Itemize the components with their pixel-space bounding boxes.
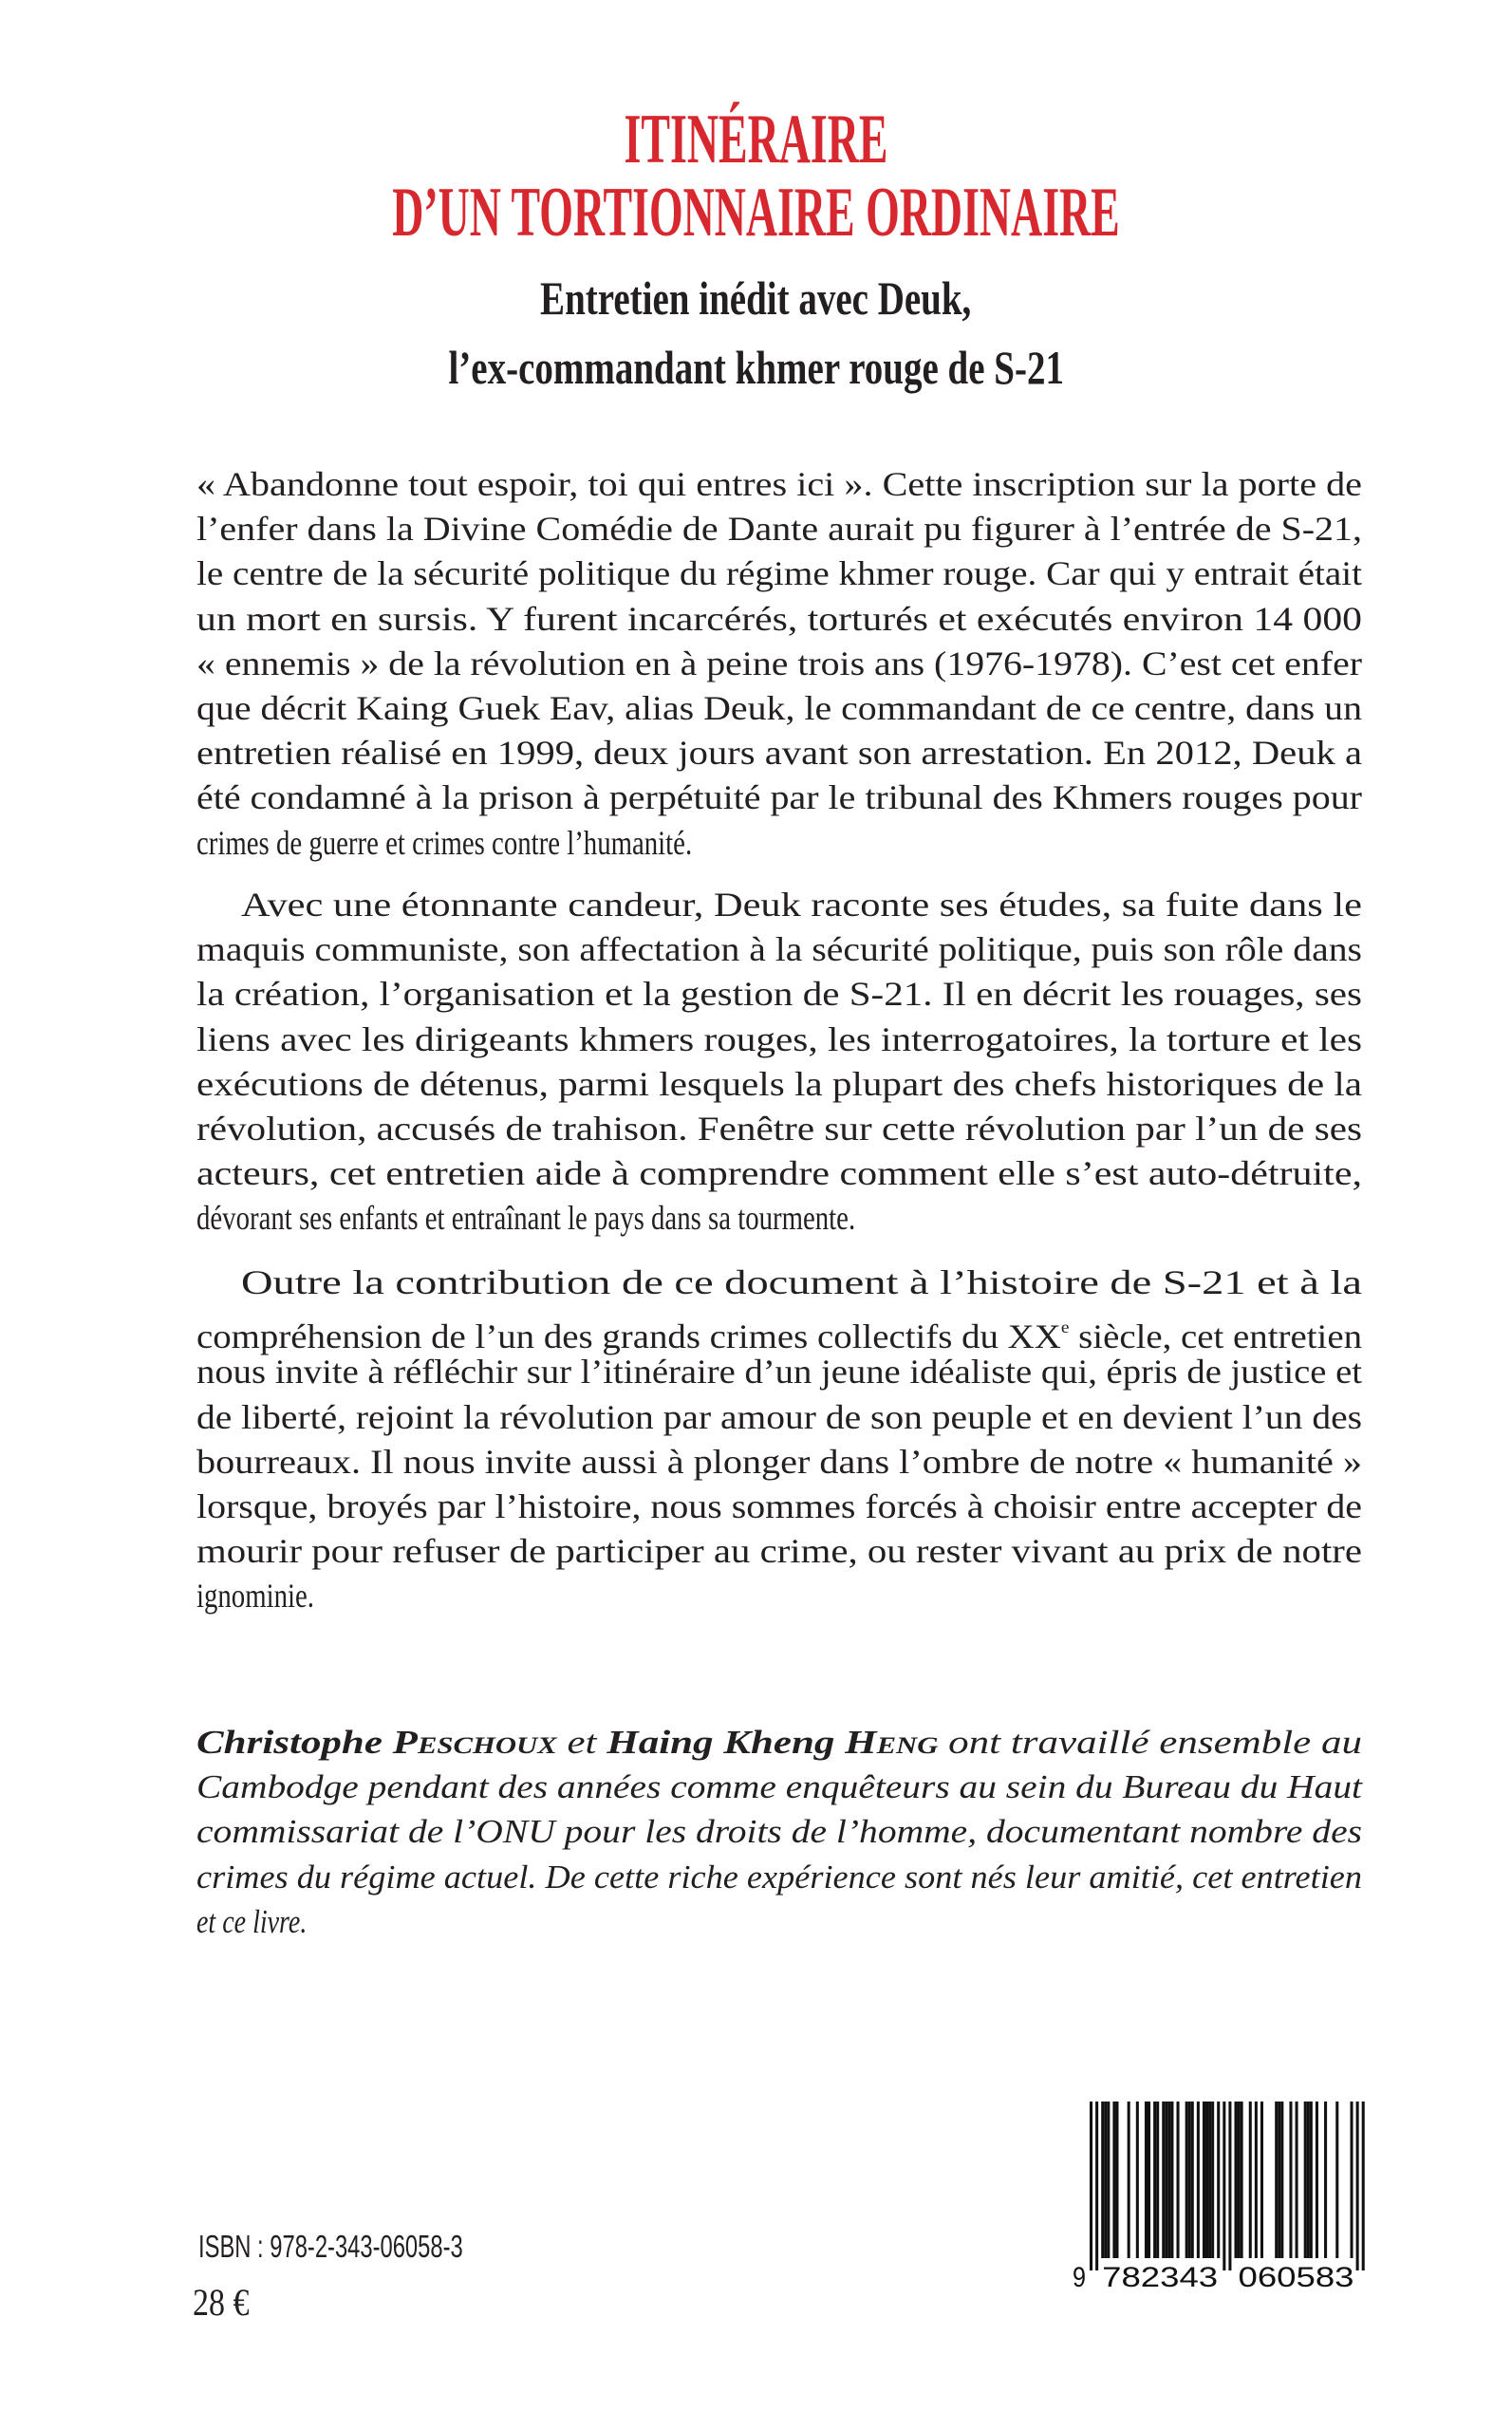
bio-line-text: et ce livre. xyxy=(196,1902,308,1940)
price-label: 28 € xyxy=(193,2281,250,2324)
century-superscript: e xyxy=(1060,1317,1070,1337)
blurb-line xyxy=(196,1529,1362,1574)
barcode-digit-first: 9 xyxy=(1073,2262,1086,2291)
barcode-bar xyxy=(1156,2102,1159,2258)
bio-line xyxy=(196,1809,1362,1854)
barcode-bar xyxy=(1136,2102,1139,2258)
blurb-line xyxy=(196,927,1362,972)
book-title-line-2 xyxy=(0,173,1512,253)
author-2-last-name: Heng xyxy=(845,1724,939,1761)
blurb-line xyxy=(196,1261,1362,1305)
barcode-bar xyxy=(1217,2102,1220,2258)
blurb-line-text: dévorant ses enfants et entraînant le pays dans sa tourmente. xyxy=(196,1199,856,1238)
blurb-line xyxy=(196,972,1362,1017)
blurb-line-text: un mort en sursis. Y furent incarcérés, torturés et exécutés environ 14 000 xyxy=(196,599,1362,638)
barcode-digits-right: 060583 xyxy=(1238,2262,1354,2291)
barcode-bar xyxy=(1249,2102,1252,2258)
barcode-bar xyxy=(1296,2102,1298,2258)
barcode-bar xyxy=(1316,2102,1318,2258)
barcode-bar xyxy=(1280,2102,1283,2258)
blurb-line-text: bourreaux. Il nous invite aussi à plonger dans l’ombre de notre « humanité » xyxy=(196,1442,1362,1481)
blurb-line-text: « ennemis » de la révolution en à peine trois ans (1976-1978). C’est cet enfer xyxy=(196,644,1362,682)
barcode-bar xyxy=(1104,2102,1107,2258)
barcode-bar xyxy=(1165,2102,1167,2258)
blurb-line-text: que décrit Kaing Guek Eav, alias Deuk, le commandant de ce centre, dans un xyxy=(196,688,1363,727)
blurb-line xyxy=(196,883,1362,927)
barcode-bar xyxy=(1235,2102,1238,2258)
barcode-bar xyxy=(1205,2102,1208,2258)
barcode-bar xyxy=(1304,2102,1307,2258)
century-line-rest: siècle, cet entretien xyxy=(1069,1317,1362,1356)
barcode-bar xyxy=(1112,2102,1115,2258)
barcode-bar xyxy=(1148,2102,1150,2258)
author-1-first-name: Christophe xyxy=(196,1724,393,1761)
blurb-line xyxy=(196,1485,1362,1529)
barcode-bar xyxy=(1241,2102,1243,2258)
subtitle-line-1 xyxy=(0,271,1512,326)
blurb-line-text: été condamné à la prison à perpétuité par le tribunal des Khmers rouges pour xyxy=(196,778,1362,817)
barcode-bar xyxy=(1170,2102,1173,2258)
barcode-digits-left: 782343 xyxy=(1102,2262,1219,2291)
blurb-line xyxy=(196,507,1362,551)
blurb-line-text: de liberté, rejoint la révolution par amour de son peuple et en devient l’un des xyxy=(196,1397,1362,1436)
author-bio xyxy=(196,1720,1362,1944)
bio-line-text: crimes du régime actuel. De cette riche expérience sont nés leur amitié, cet entretien xyxy=(196,1858,1362,1896)
barcode-bar xyxy=(1208,2102,1211,2258)
blurb-line xyxy=(196,597,1362,642)
barcode-bar xyxy=(1335,2102,1338,2258)
blurb-line-text: entretien réalisé en 1999, deux jours avant son arrestation. En 2012, Deuk a xyxy=(196,734,1362,773)
blurb-paragraph-3 xyxy=(196,1261,1362,1619)
title-text-2: D’UN TORTIONNAIRE ORDINAIRE xyxy=(392,174,1120,252)
barcode-bar xyxy=(1191,2102,1194,2258)
blurb-line-text: exécutions de détenus, parmi lesquels la plupart des chefs historiques de la xyxy=(196,1064,1362,1103)
bio-line-text: commissariat de l’ONU pour les droits de l’homme, documentant nombre des xyxy=(196,1813,1362,1851)
barcode-bar xyxy=(1223,2102,1225,2270)
barcode-bar xyxy=(1203,2102,1205,2258)
barcode-bar xyxy=(1188,2102,1191,2258)
blurb-line-text: ignominie. xyxy=(196,1577,314,1616)
bio-connector: et xyxy=(556,1724,607,1761)
barcode-bar xyxy=(1255,2102,1258,2258)
barcode-bar xyxy=(1310,2102,1313,2258)
blurb-line xyxy=(196,1018,1362,1062)
barcode-bar xyxy=(1260,2102,1263,2258)
author-1-last-name: Peschoux xyxy=(392,1724,557,1761)
subtitle-text-1: Entretien inédit avec Deuk, xyxy=(540,271,972,325)
blurb-line xyxy=(196,551,1362,596)
barcode-bar xyxy=(1307,2102,1310,2258)
book-title-line-1 xyxy=(0,100,1512,180)
blurb-line-text: acteurs, cet entretien aide à comprendre comment elle s’est auto-détruite, xyxy=(196,1154,1362,1193)
barcode-bar xyxy=(1095,2102,1098,2270)
barcode-bar xyxy=(1362,2102,1365,2270)
barcode-bar xyxy=(1107,2102,1110,2258)
barcode-bar xyxy=(1356,2102,1359,2270)
blurb-line xyxy=(196,1196,1362,1241)
blurb-line-text: « Abandonne tout espoir, toi qui entres ici ». Cette inscription sur la porte de xyxy=(196,465,1362,503)
blurb-line xyxy=(196,1574,1362,1618)
barcode-bar xyxy=(1324,2102,1327,2258)
blurb-line-text: mourir pour refuser de participer au crime, ou rester vivant au prix de notre xyxy=(196,1532,1362,1571)
barcode-bar xyxy=(1185,2102,1188,2258)
blurb-line xyxy=(196,1440,1362,1485)
barcode-bar xyxy=(1162,2102,1165,2258)
blurb-line xyxy=(196,1395,1362,1440)
blurb-line-text: la création, l’organisation et la gestion de S-21. Il en décrit les rouages, ses xyxy=(196,975,1362,1014)
blurb-line-text: Avec une étonnante candeur, Deuk raconte ses études, sa fuite dans le xyxy=(241,886,1362,924)
blurb-line xyxy=(196,1107,1362,1151)
blurb-line-text: nous invite à réfléchir sur l’itinéraire d’un jeune idéaliste qui, épris de justice et xyxy=(196,1353,1362,1392)
bio-line xyxy=(196,1855,1362,1899)
blurb-line-text: le centre de la sécurité politique du régime khmer rouge. Car qui y entrait était xyxy=(196,554,1362,593)
barcode-bar xyxy=(1289,2102,1292,2258)
blurb-paragraph-2 xyxy=(196,883,1362,1242)
subtitle-text-2: l’ex-commandant khmer rouge de S-21 xyxy=(448,341,1064,394)
barcode-bar xyxy=(1278,2102,1280,2258)
bio-line-text: Cambodge pendant des années comme enquêteurs au sein du Bureau du Haut xyxy=(196,1768,1362,1806)
blurb-line xyxy=(196,731,1362,775)
isbn-barcode xyxy=(1069,2102,1372,2291)
title-text-1: ITINÉRAIRE xyxy=(624,101,888,178)
blurb-line-text: crimes de guerre et crimes contre l’humanité. xyxy=(196,823,693,862)
barcode-bar xyxy=(1090,2102,1092,2270)
blurb-paragraph-1 xyxy=(196,462,1362,866)
bio-line xyxy=(196,1899,1362,1944)
blurb-line xyxy=(196,462,1362,507)
blurb-line xyxy=(196,686,1362,731)
blurb-line-text: liens avec les dirigeants khmers rouges, les interrogatoires, la torture et les xyxy=(196,1019,1362,1058)
blurb-line xyxy=(196,1062,1362,1107)
blurb-line-text: l’enfer dans la Divine Comédie de Dante aurait pu figurer à l’entrée de S-21, xyxy=(196,510,1362,549)
blurb-line-text: lorsque, broyés par l’histoire, nous sommes forcés à choisir entre accepter de xyxy=(196,1486,1362,1525)
isbn-label: ISBN : 978-2-343-06058-3 xyxy=(198,2229,463,2264)
bio-line-1-rest: ont travaillé ensemble au xyxy=(938,1724,1362,1761)
blurb-line xyxy=(196,1350,1362,1394)
barcode-bar xyxy=(1211,2102,1214,2258)
blurb-line xyxy=(196,1151,1362,1196)
blurb-line-text: maquis communiste, son affectation à la sécurité politique, puis son rôle dans xyxy=(196,930,1362,969)
barcode-bar xyxy=(1115,2102,1118,2258)
barcode-bar xyxy=(1238,2102,1241,2258)
blurb-line xyxy=(196,642,1362,686)
barcode-bar xyxy=(1101,2102,1104,2258)
barcode-bar xyxy=(1197,2102,1200,2258)
barcode-bar xyxy=(1167,2102,1170,2258)
author-2-first-name: Haing Kheng xyxy=(607,1724,846,1761)
barcode-bar xyxy=(1177,2102,1180,2258)
blurb-line-text: Outre la contribution de ce document à l’histoire de S-21 et à la xyxy=(241,1263,1362,1301)
subtitle-line-2 xyxy=(0,340,1512,395)
barcode-bar xyxy=(1128,2102,1130,2258)
century-line-start: compréhension de l’un des grands crimes collectifs du XX xyxy=(196,1317,1061,1356)
blurb-line xyxy=(196,821,1362,866)
barcode-bar xyxy=(1351,2102,1353,2258)
barcode-bar xyxy=(1145,2102,1148,2258)
barcode-bar xyxy=(1275,2102,1278,2258)
barcode-bar xyxy=(1228,2102,1231,2270)
blurb-line-text: révolution, accusés de trahison. Fenêtre sur cette révolution par l’un de ses xyxy=(196,1109,1362,1148)
barcode-bar xyxy=(1153,2102,1156,2258)
bio-line xyxy=(196,1720,1362,1765)
blurb-line xyxy=(196,775,1362,820)
barcode-graphic xyxy=(1069,2102,1372,2291)
blurb-line xyxy=(196,1305,1362,1356)
bio-line xyxy=(196,1765,1362,1809)
